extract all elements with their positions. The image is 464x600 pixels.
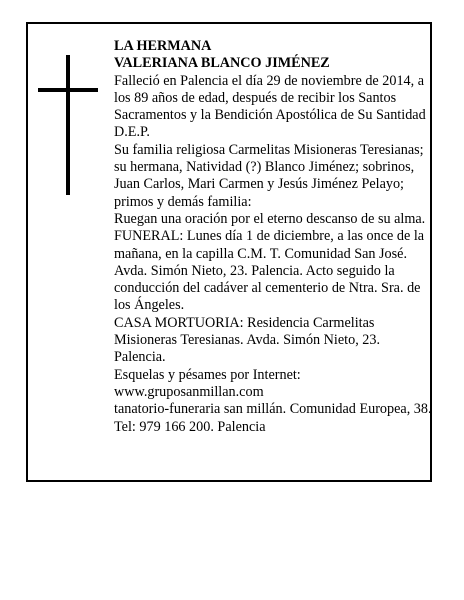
obituary-line: Palencia. bbox=[114, 349, 166, 366]
deceased-name: VALERIANA BLANCO JIMÉNEZ bbox=[114, 55, 330, 72]
obituary-line: Falleció en Palencia el día 29 de noviembre de 2014, a bbox=[114, 72, 425, 89]
obituary-line: mañana, en la capilla C.M. T. Comunidad San José. bbox=[114, 245, 408, 262]
obituary-line: tanatorio-funeraria san millán. Comunidad Europea, 38. bbox=[114, 401, 432, 418]
obituary-text bbox=[114, 38, 432, 436]
obituary-line: Avda. Simón Nieto, 23. Palencia. Acto seguido la bbox=[114, 262, 395, 279]
obituary-line: los Ángeles. bbox=[114, 297, 185, 314]
obituary-line: su hermana, Natividad (?) Blanco Jiménez; sobrinos, bbox=[114, 159, 415, 176]
website-link[interactable]: www.gruposanmillan.com bbox=[114, 383, 264, 400]
obituary-line: Sacramentos y la Bendición Apostólica de Su Santidad bbox=[114, 107, 426, 124]
obituary-line: CASA MORTUORIA: Residencia Carmelitas bbox=[114, 314, 375, 331]
cross-vertical-bar bbox=[66, 55, 70, 195]
obituary-line: primos y demás familia: bbox=[114, 193, 252, 210]
obituary-line: Tel: 979 166 200. Palencia bbox=[114, 418, 266, 435]
obituary-line: conducción del cadáver al cementerio de Ntra. Sra. de bbox=[114, 280, 421, 297]
obituary-line: FUNERAL: Lunes día 1 de diciembre, a las once de la bbox=[114, 228, 425, 245]
obituary-line: D.E.P. bbox=[114, 124, 150, 141]
obituary-line: Juan Carlos, Mari Carmen y Jesús Jiménez Pelayo; bbox=[114, 176, 404, 193]
obituary-line: Misioneras Teresianas. Avda. Simón Nieto, 23. bbox=[114, 332, 381, 349]
obituary-line: Ruegan una oración por el eterno descanso de su alma. bbox=[114, 210, 426, 227]
obituary-line: los 89 años de edad, después de recibir los Santos bbox=[114, 89, 397, 106]
obituary-line: Su familia religiosa Carmelitas Misioneras Teresianas; bbox=[114, 141, 424, 158]
obituary-line: Esquelas y pésames por Internet: bbox=[114, 366, 301, 383]
cross-horizontal-bar bbox=[38, 88, 98, 92]
obituary-heading: LA HERMANA bbox=[114, 38, 212, 54]
